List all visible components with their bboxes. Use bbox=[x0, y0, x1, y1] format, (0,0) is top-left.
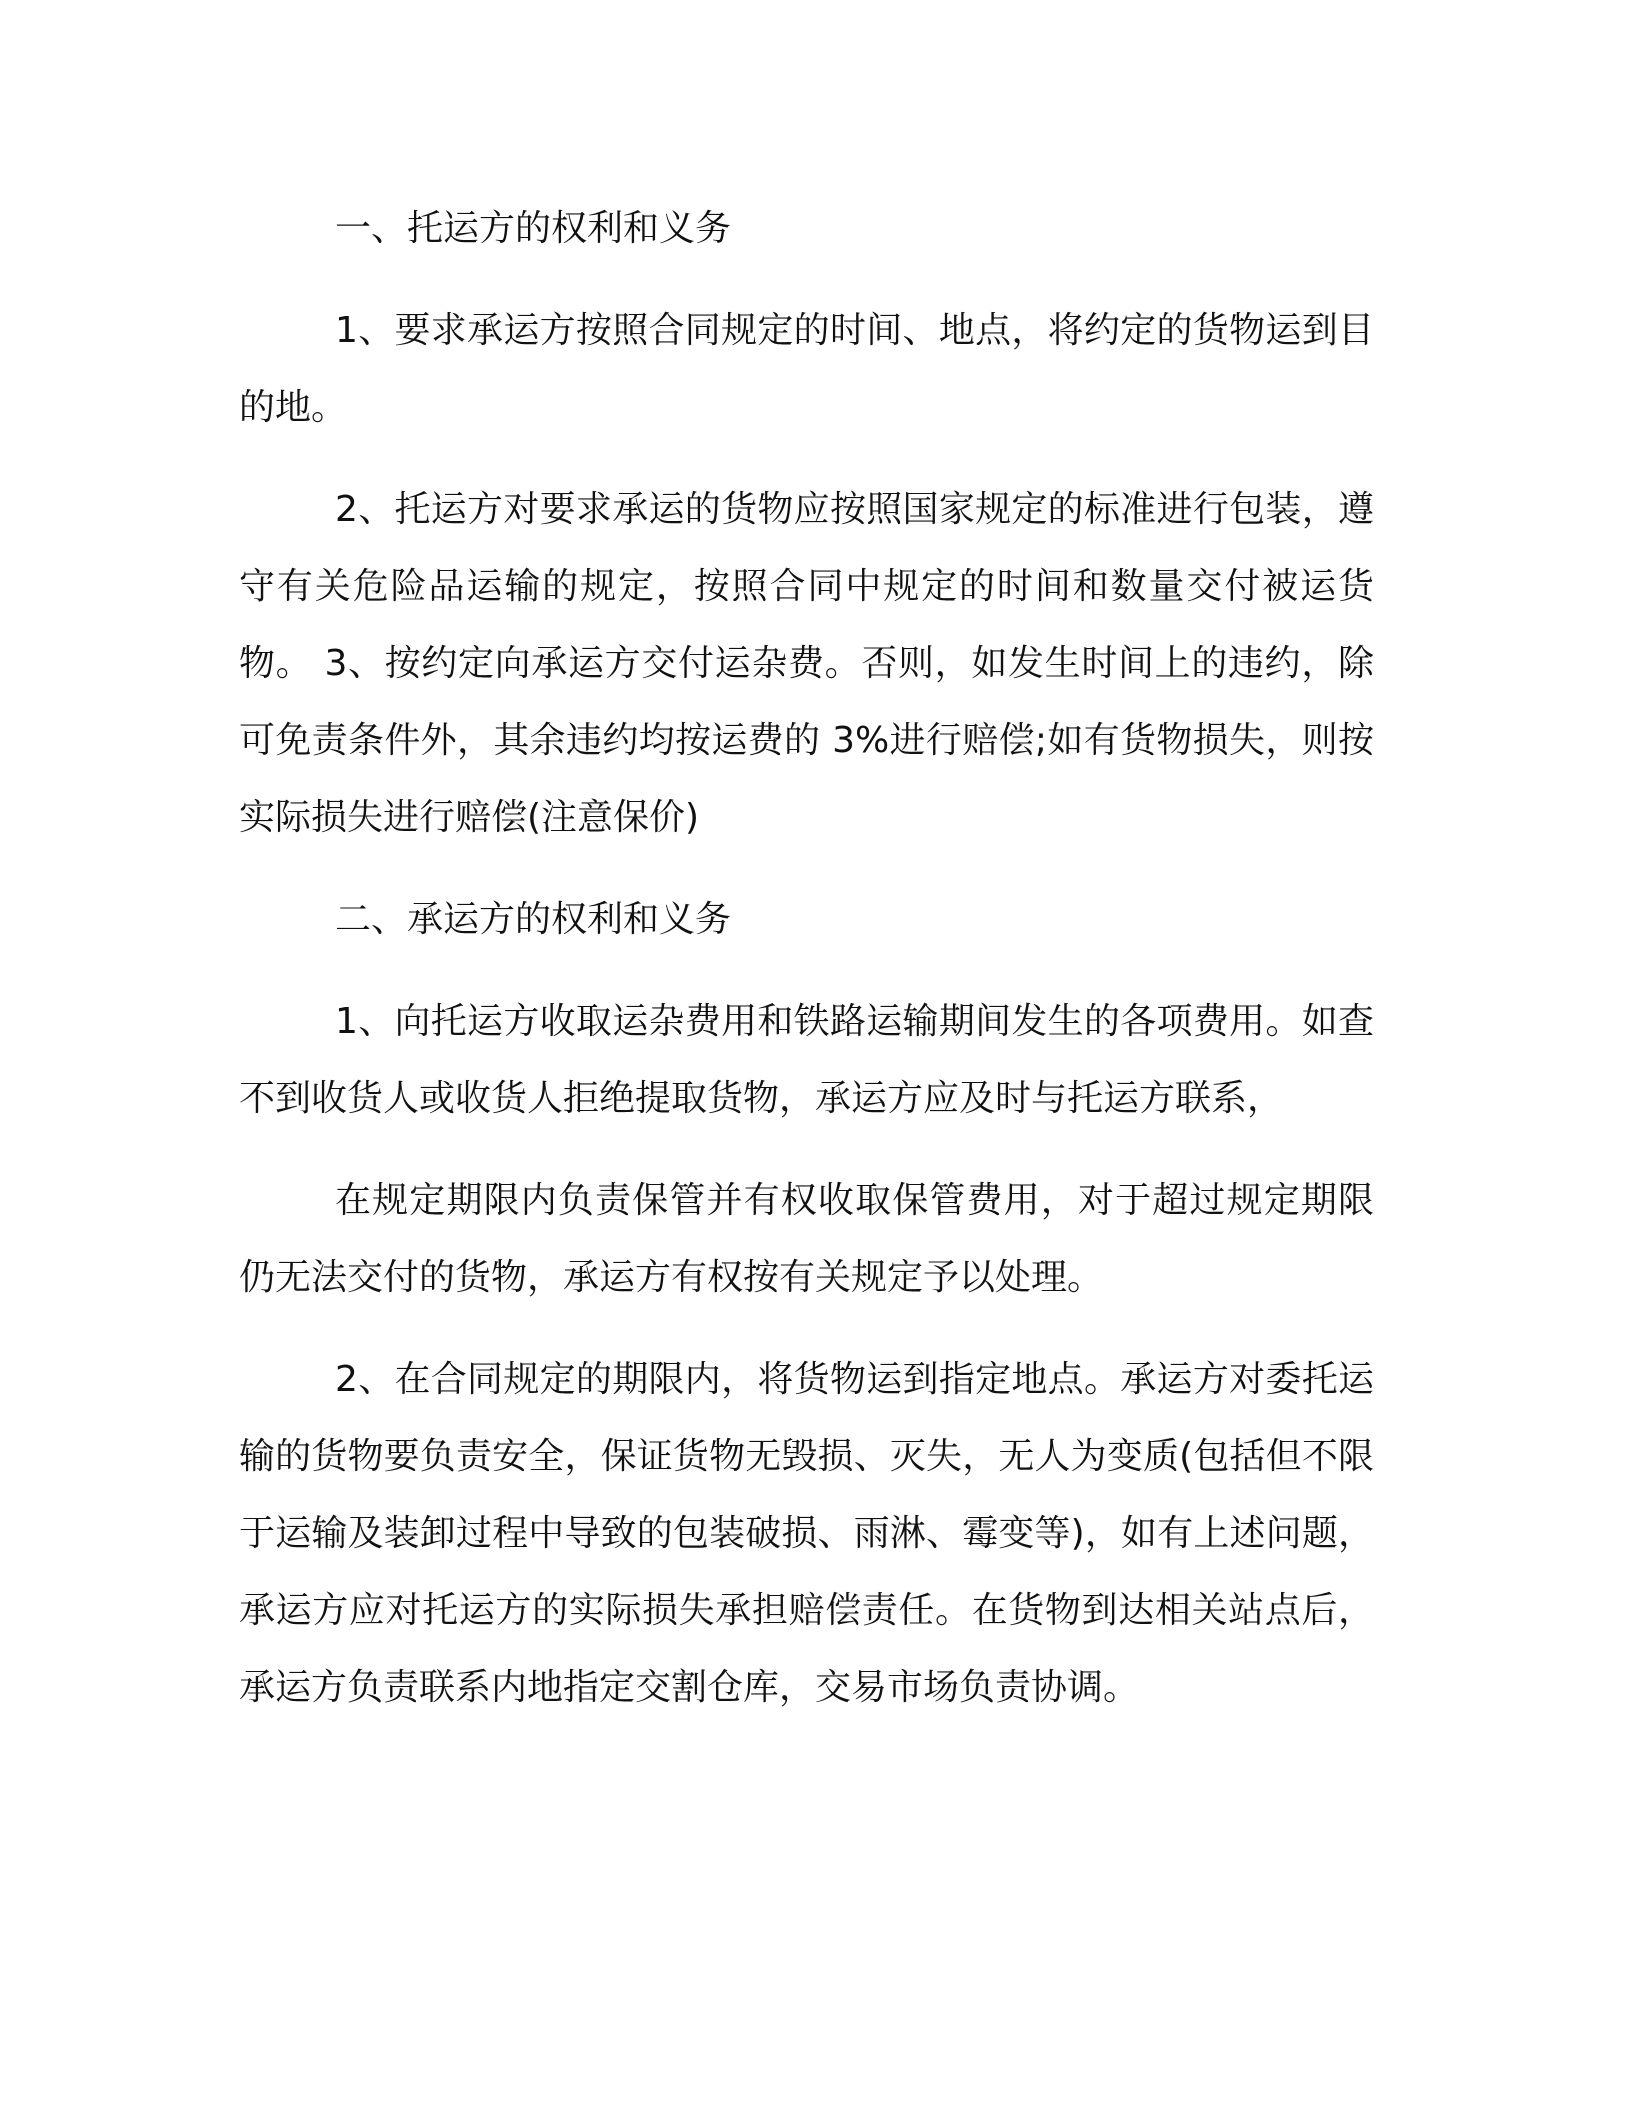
section1-item1: 1、要求承运方按照合同规定的时间、地点，将约定的货物运到目的地。 bbox=[239, 310, 1374, 428]
section2-item1: 1、向托运方收取运杂费用和铁路运输期间发生的各项费用。如查不到收货人或收货人拒绝提取货物，承运方应及时与托运方联系， bbox=[239, 1001, 1374, 1119]
section1-item2: 2、托运方对要求承运的货物应按照国家规定的标准进行包装，遵守有关危险品运输的规定，按照合同中规定的时间和数量交付被运货物。 3、按约定向承运方交付运杂费。否则，如发生时间上的违约，除可免责条件外，其余违约均按运费的 3%进行赔偿;如有货物损失，则按实际损失进行赔偿(注意保价) bbox=[239, 489, 1374, 838]
section2-item2: 2、在合同规定的期限内，将货物运到指定地点。承运方对委托运输的货物要负责安全，保证货物无毁损、灭失，无人为变质(包括但不限于运输及装卸过程中导致的包装破损、雨淋、霉变等)，如有上述问题，承运方应对托运方的实际损失承担赔偿责任。在货物到达相关站点后，承运方负责联系内地指定交割仓库，交易市场负责协调。 bbox=[239, 1359, 1374, 1708]
section2-item1-continued: 在规定期限内负责保管并有权收取保管费用，对于超过规定期限仍无法交付的货物，承运方有权按有关规定予以处理。 bbox=[239, 1180, 1374, 1298]
document-page bbox=[239, 190, 1374, 1751]
section2-heading: 二、承运方的权利和义务 bbox=[335, 899, 732, 940]
section1-heading: 一、托运方的权利和义务 bbox=[335, 208, 732, 249]
